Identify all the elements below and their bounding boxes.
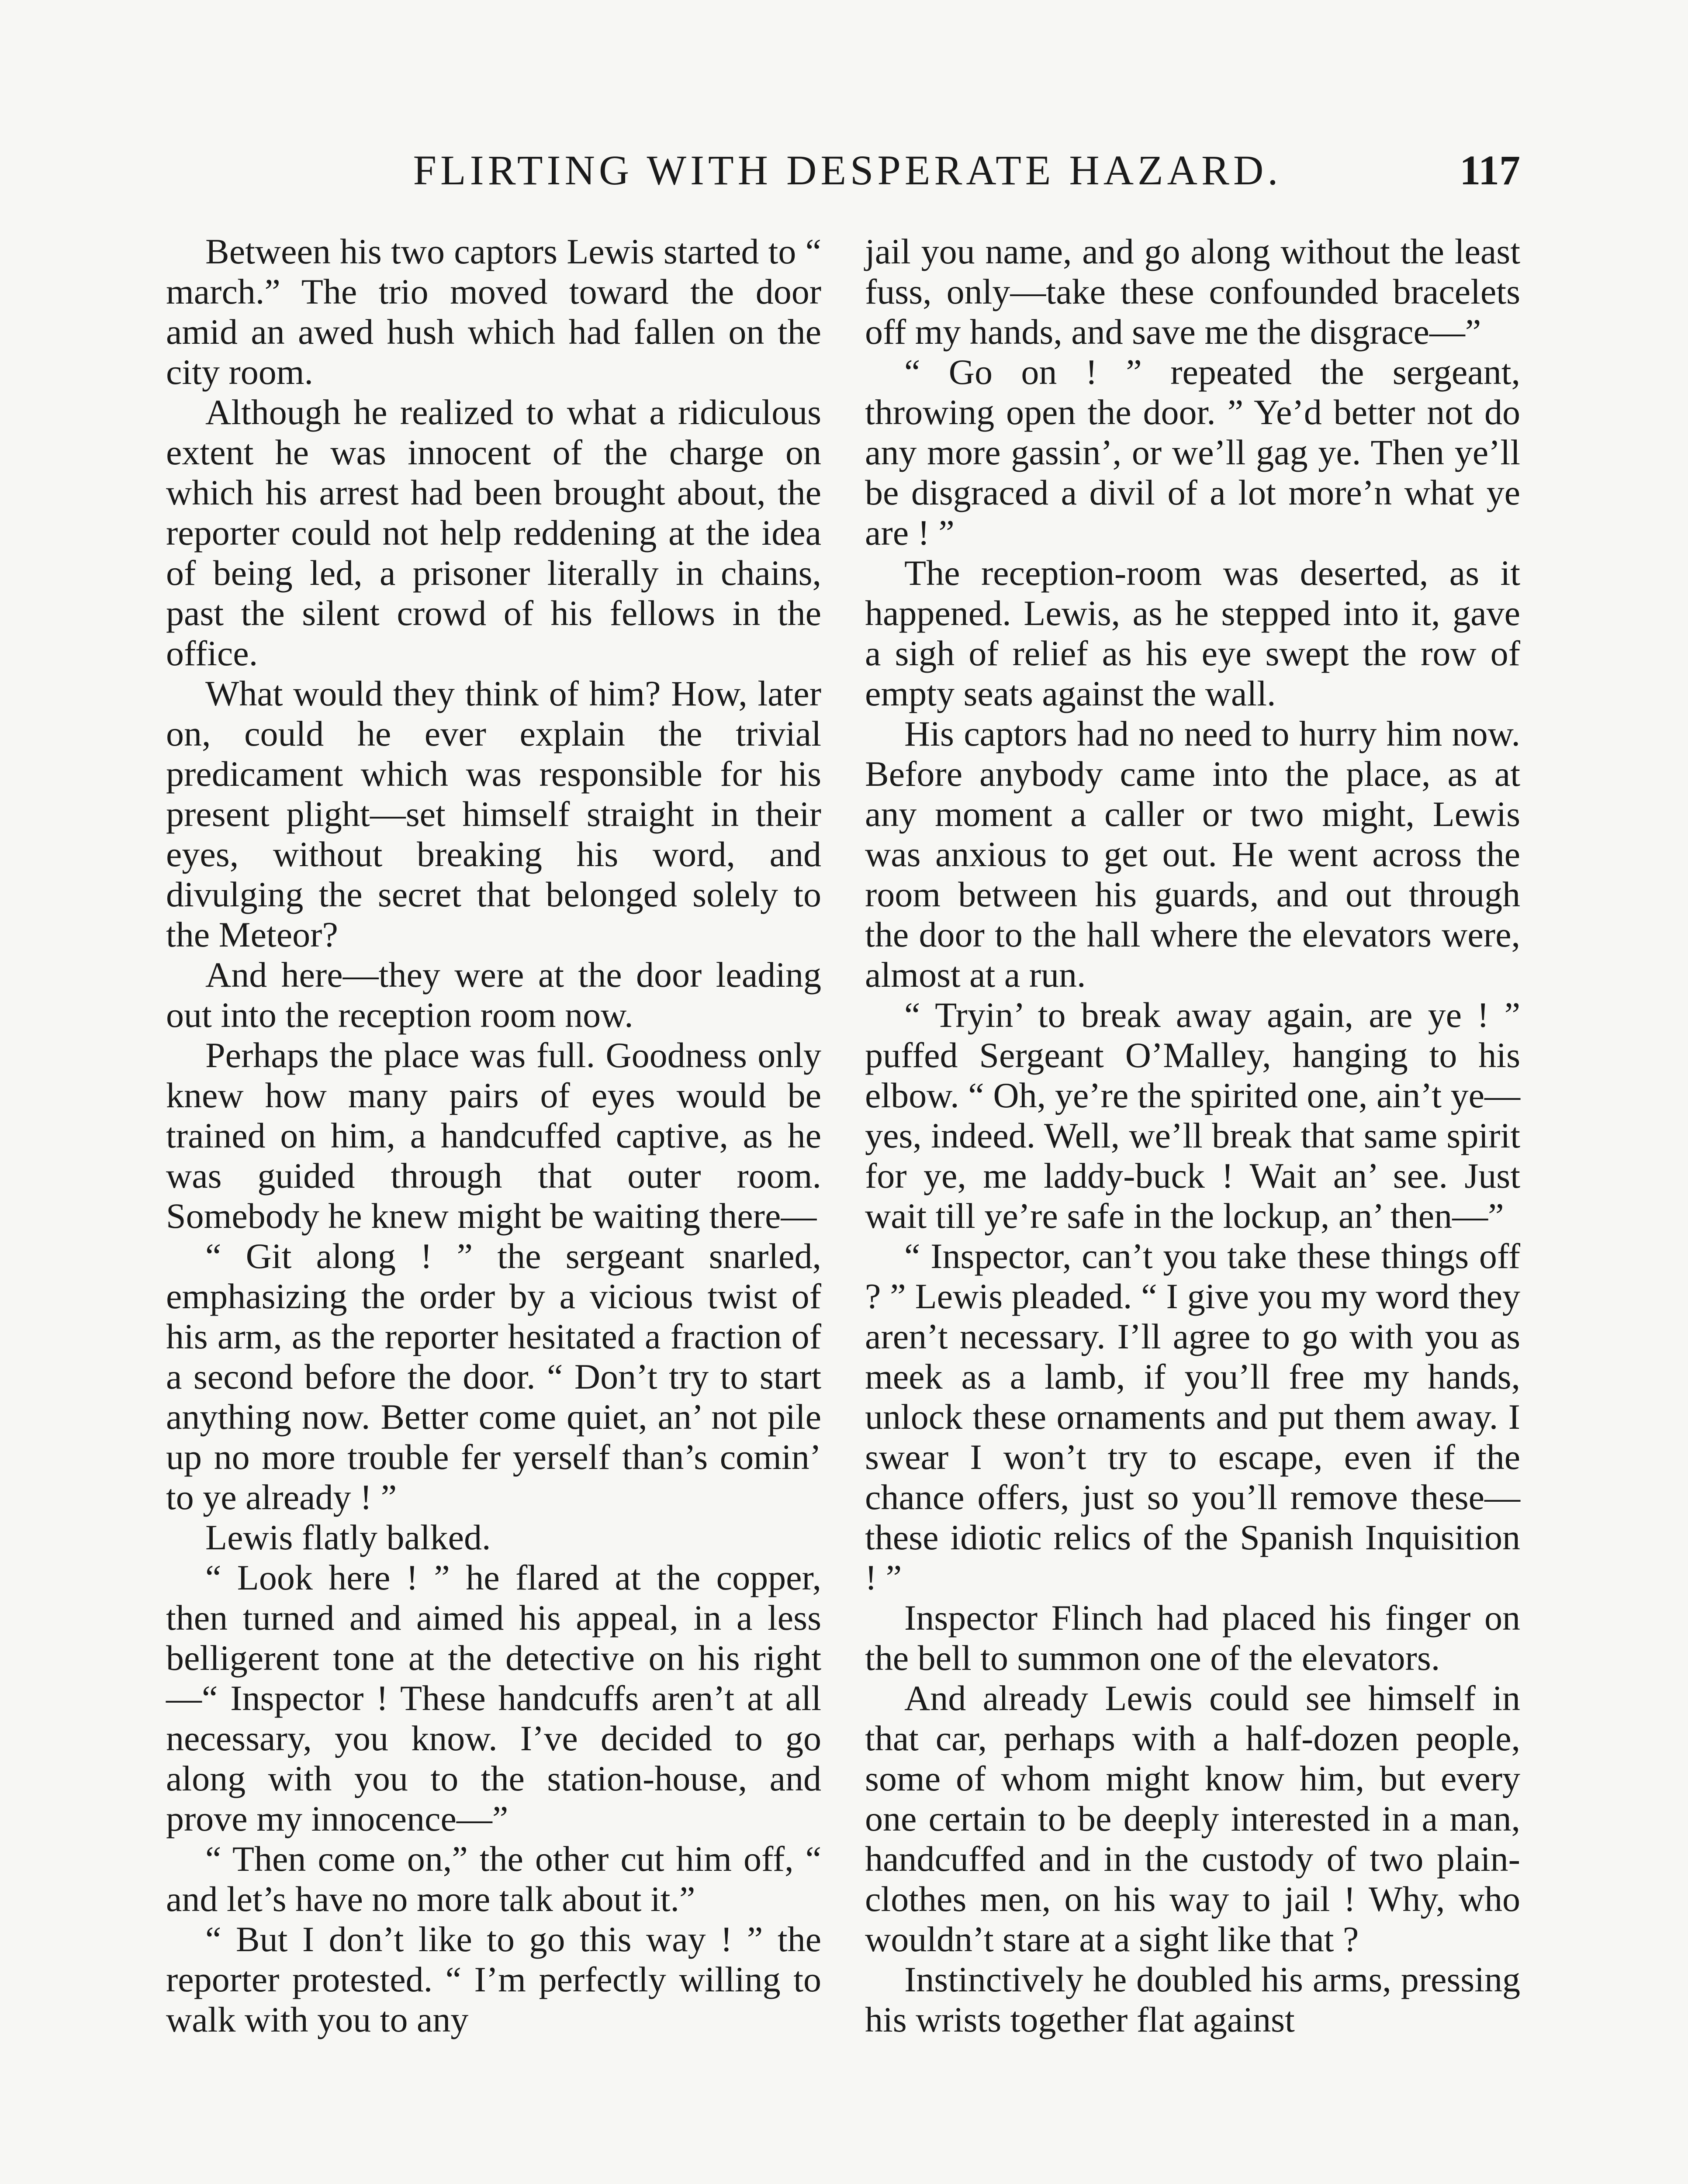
paragraph: The reception-room was deserted, as it happened. Lewis, as he stepped into it, gave a sigh of relief as his eye swept the row of empty seats against the wall. [865,553,1520,713]
paragraph: What would they think of him? How, later on, could he ever explain the trivial predicament which was responsible for his present plight—set himself straight in their eyes, without breaking his word, and divulging the secret that belonged solely to the Meteor? [166,674,821,954]
paragraph: “ Git along ! ” the sergeant snarled, emphasizing the order by a vicious twist of his arm, as the reporter hesitated a fraction of a second before the door. “ Don’t try to start anything now. Better come quiet, an’ not pile up no more trouble fer yerself than’s comin’ to ye already ! ” [166,1236,821,1517]
paragraph: “ Go on ! ” repeated the sergeant, throwing open the door. ” Ye’d better not do any more gassin’, or we’ll gag ye. Then ye’ll be disgraced a divil of a lot more’n what ye are ! ” [865,352,1520,553]
left-column [166,232,821,2040]
paragraph: Lewis flatly balked. [205,1517,491,1557]
paragraph: Although he realized to what a ridiculous extent he was innocent of the charge on which his arrest had been brought about, the reporter could not help reddening at the idea of being led, a prisoner literally in chains, past the silent crowd of his fellows in the office. [166,392,821,673]
paragraph: “ Look here ! ” he flared at the copper, then turned and aimed his appeal, in a less belligerent tone at the detective on his right—“ Inspector ! These handcuffs aren’t at all necessary, you know. I’ve decided to go along with you to the station-house, and prove my innocence—” [166,1558,821,1838]
paragraph: jail you name, and go along without the least fuss, only—take these confounded bracelets off my hands, and save me the disgrace—” [865,232,1520,352]
right-column [865,232,1520,2040]
paragraph: “ Then come on,” the other cut him off, “ and let’s have no more talk about it.” [166,1839,821,1919]
paragraph: Between his two captors Lewis started to “ march.” The trio moved toward the door amid an awed hush which had fallen on the city room. [166,232,821,392]
paragraph: Perhaps the place was full. Goodness only knew how many pairs of eyes would be trained on him, a handcuffed captive, as he was guided through that outer room. Somebody he knew might be waiting there— [166,1035,821,1236]
paragraph: Inspector Flinch had placed his finger on the bell to summon one of the elevators. [865,1598,1520,1678]
running-title: FLIRTING WITH DESPERATE HAZARD. [413,147,1282,194]
page-header [0,140,1688,201]
paragraph: “ Inspector, can’t you take these things off ? ” Lewis pleaded. “ I give you my word they aren’t necessary. I’ll agree to go with you as meek as a lamb, if you’ll free my hands, unlock these ornaments and put them away. I swear I won’t try to escape, even if the chance offers, just so you’ll remove these—these idiotic relics of the Spanish Inquisition ! ” [865,1236,1520,1597]
paragraph: And here—they were at the door leading out into the reception room now. [166,955,821,1035]
page-number: 117 [1460,147,1520,194]
paragraph: Instinctively he doubled his arms, pressing his wrists together flat against [865,1959,1520,2039]
paragraph: His captors had no need to hurry him now. Before anybody came into the place, as at any moment a caller or two might, Lewis was anxious to get out. He went across the room between his guards, and out through the door to the hall where the elevators were, almost at a run. [865,714,1520,995]
paragraph: And already Lewis could see himself in that car, perhaps with a half-dozen people, some of whom might know him, but every one certain to be deeply interested in a man, handcuffed and in the custody of two plain-clothes men, on his way to jail ! Why, who wouldn’t stare at a sight like that ? [865,1678,1520,1959]
paragraph: “ But I don’t like to go this way ! ” the reporter protested. “ I’m perfectly willing to walk with you to any [166,1919,821,2039]
paragraph: “ Tryin’ to break away again, are ye ! ” puffed Sergeant O’Malley, hanging to his elbow. “ Oh, ye’re the spirited one, ain’t ye—yes, indeed. Well, we’ll break that same spirit for ye, me laddy-buck ! Wait an’ see. Just wait till ye’re safe in the lockup, an’ then—” [865,995,1520,1236]
